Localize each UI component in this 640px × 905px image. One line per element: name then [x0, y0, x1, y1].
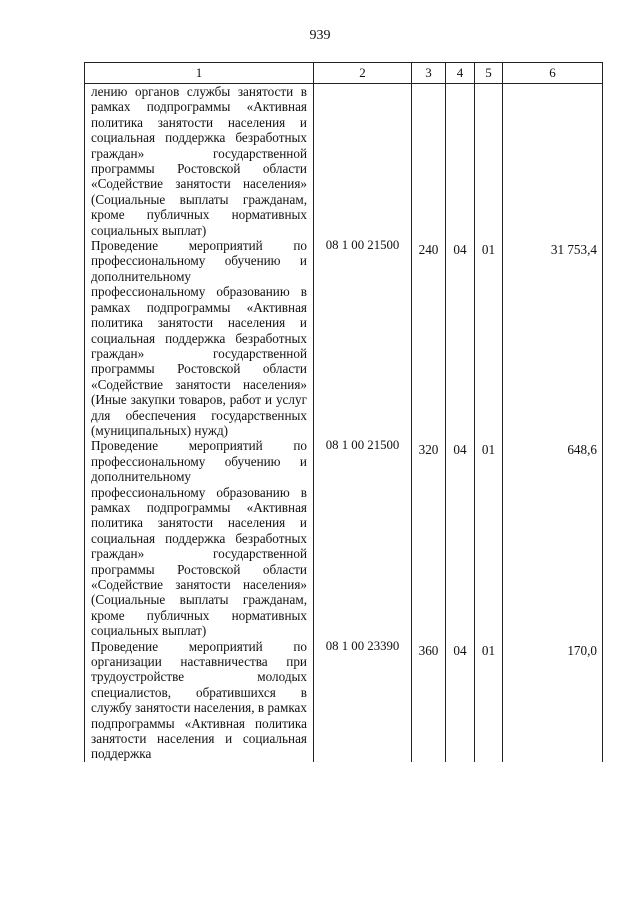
code-cell: 08 1 00 21500 — [314, 238, 412, 438]
rz-cell: 04 — [446, 238, 475, 438]
column-header: 5 — [475, 63, 503, 84]
table-row — [85, 438, 603, 638]
vr-cell: 240 — [412, 238, 446, 438]
pr-cell: 01 — [475, 438, 503, 638]
vr-cell: 360 — [412, 639, 446, 762]
table-row — [85, 84, 603, 239]
description-cell: лению органов службы занятости в рамках подпрограммы «Активная политика занятости населения и социальная поддержка безработных граждан» государственной программы Ростовской области «Содействие занятости населения» (Социальные выплаты гражданам, кроме публичных нормативных социальных выплат) — [85, 84, 314, 239]
column-header: 4 — [446, 63, 475, 84]
page-number: 939 — [309, 28, 331, 43]
column-header: 3 — [412, 63, 446, 84]
amount-cell: 31 753,4 — [503, 238, 603, 438]
pr-cell: 01 — [475, 639, 503, 762]
pr-cell — [475, 84, 503, 239]
code-cell: 08 1 00 21500 — [314, 438, 412, 638]
description-cell: Проведение мероприятий по профессиональному обучению и дополнительному профессиональному образованию в рамках подпрограммы «Активная политика занятости населения и социальная поддержка безработных граждан» государственной программы Ростовской области «Содействие занятости населения» (Социальные выплаты гражданам, кроме публичных нормативных социальных выплат) — [85, 438, 314, 638]
table-row — [85, 238, 603, 438]
rz-cell: 04 — [446, 438, 475, 638]
column-header: 6 — [503, 63, 603, 84]
table-row — [85, 639, 603, 762]
rz-cell — [446, 84, 475, 239]
header-row — [85, 63, 603, 84]
vr-cell — [412, 84, 446, 239]
amount-cell — [503, 84, 603, 239]
amount-cell: 170,0 — [503, 639, 603, 762]
rz-cell: 04 — [446, 639, 475, 762]
amount-cell: 648,6 — [503, 438, 603, 638]
code-cell: 08 1 00 23390 — [314, 639, 412, 762]
description-cell: Проведение мероприятий по организации наставничества при трудоустройстве молодых специалистов, обратившихся в службу занятости населения, в рамках подпрограммы «Активная политика занятости населения и социальная поддержка — [85, 639, 314, 762]
budget-table — [84, 62, 603, 762]
code-cell — [314, 84, 412, 239]
column-header: 1 — [85, 63, 314, 84]
column-header: 2 — [314, 63, 412, 84]
vr-cell: 320 — [412, 438, 446, 638]
pr-cell: 01 — [475, 238, 503, 438]
description-cell: Проведение мероприятий по профессиональному обучению и дополнительному профессиональному образованию в рамках подпрограммы «Активная политика занятости населения и социальная поддержка безработных граждан» государственной программы Ростовской области «Содействие занятости населения» (Иные закупки товаров, работ и услуг для обеспечения государственных (муниципальных) нужд) — [85, 238, 314, 438]
